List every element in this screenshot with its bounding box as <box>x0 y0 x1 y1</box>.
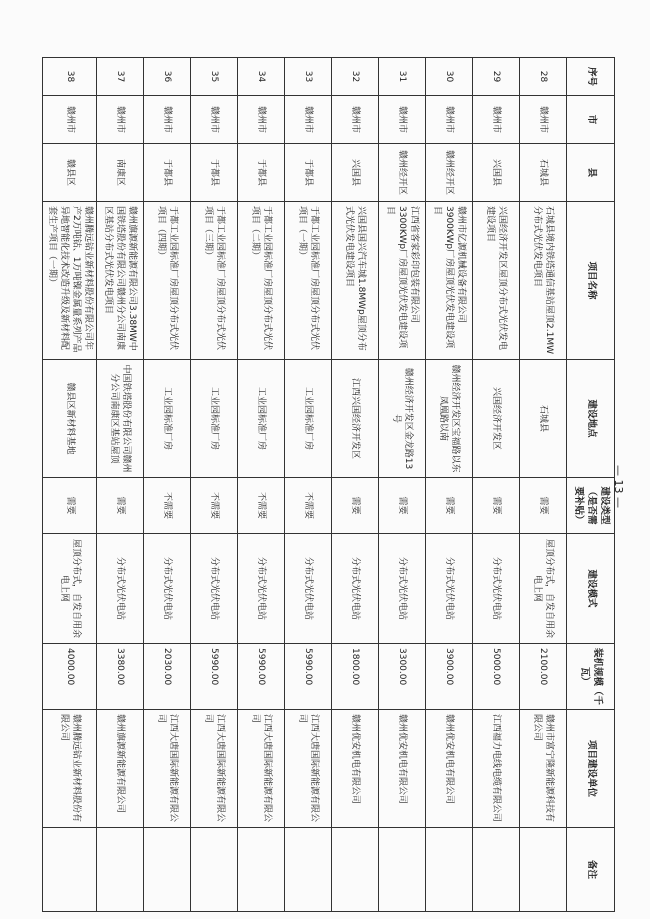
cell-county: 赣州经开区 <box>426 144 473 202</box>
cell-city: 赣州市 <box>238 96 285 144</box>
cell-seq: 28 <box>520 58 567 96</box>
table-row <box>144 58 191 912</box>
cell-type: 不需要 <box>191 478 238 534</box>
table-row <box>238 58 285 912</box>
cell-type: 需要 <box>520 478 567 534</box>
cell-location: 赣州经济开发区宝福路以东凤凰路以南 <box>426 360 473 478</box>
cell-city: 赣州市 <box>285 96 332 144</box>
cell-city: 赣州市 <box>473 96 520 144</box>
cell-name: 于都工业园标准厂房屋顶分布式光伏项目（二期） <box>238 202 285 360</box>
cell-mode: 分布式光伏电站 <box>238 534 285 644</box>
cell-type: 需要 <box>97 478 144 534</box>
cell-city: 赣州市 <box>144 96 191 144</box>
cell-mode: 分布式光伏电站 <box>97 534 144 644</box>
cell-location: 赣州经济开发区金龙路13号 <box>379 360 426 478</box>
cell-mode: 分布式光伏电站 <box>191 534 238 644</box>
cell-unit: 赣州优安机电有限公司 <box>332 710 379 828</box>
cell-mode: 屋顶分布式，自发自用余电上网 <box>520 534 567 644</box>
table-row <box>43 58 97 912</box>
header-capacity: 装机规模（千瓦） <box>567 644 615 710</box>
cell-location: 工业园标准厂房 <box>191 360 238 478</box>
cell-county: 兴国县 <box>332 144 379 202</box>
cell-capacity: 3300.00 <box>379 644 426 710</box>
cell-type: 不需要 <box>285 478 332 534</box>
cell-seq: 33 <box>285 58 332 96</box>
table-row <box>379 58 426 912</box>
cell-seq: 38 <box>43 58 97 96</box>
cell-mode: 分布式光伏电站 <box>144 534 191 644</box>
cell-seq: 34 <box>238 58 285 96</box>
cell-seq: 29 <box>473 58 520 96</box>
cell-county: 于都县 <box>144 144 191 202</box>
cell-unit: 江西福力电线电缆有限公司 <box>473 710 520 828</box>
cell-capacity: 4000.00 <box>43 644 97 710</box>
cell-seq: 32 <box>332 58 379 96</box>
header-city: 市 <box>567 96 615 144</box>
cell-city: 赣州市 <box>43 96 97 144</box>
cell-unit: 赣州腾远钴业新材料股份有限公司 <box>43 710 97 828</box>
cell-city: 赣州市 <box>426 96 473 144</box>
cell-name: 石城县境内铁塔通信基站屋顶2.1MW分布式光伏发电项目 <box>520 202 567 360</box>
cell-remark <box>191 828 238 912</box>
cell-name: 赣州腾远钴业新材料股份有限公司年产2万吨钴、1万吨镍金属量系列产品异地智能化技术改造升级及新材料配套生产项目（一期） <box>43 202 97 360</box>
cell-name: 于都工业园标准厂房屋顶分布式光伏项目（三期） <box>191 202 238 360</box>
cell-location: 兴国经济开发区 <box>473 360 520 478</box>
cell-location: 工业园标准厂房 <box>285 360 332 478</box>
cell-seq: 30 <box>426 58 473 96</box>
cell-unit: 江西大唐国际新能源有限公司 <box>285 710 332 828</box>
cell-mode: 屋顶分布式，自发自用余电上网 <box>43 534 97 644</box>
cell-county: 石城县 <box>520 144 567 202</box>
header-name: 项目名称 <box>567 202 615 360</box>
cell-capacity: 5000.00 <box>473 644 520 710</box>
cell-mode: 分布式光伏电站 <box>332 534 379 644</box>
cell-capacity: 2100.00 <box>520 644 567 710</box>
cell-seq: 36 <box>144 58 191 96</box>
cell-unit: 赣州优安机电有限公司 <box>379 710 426 828</box>
cell-remark <box>520 828 567 912</box>
cell-city: 赣州市 <box>379 96 426 144</box>
cell-unit: 江西大唐国际新能源有限公司 <box>144 710 191 828</box>
cell-unit: 赣州旗源新能源有限公司 <box>97 710 144 828</box>
cell-capacity: 1800.00 <box>332 644 379 710</box>
cell-capacity: 2030.00 <box>144 644 191 710</box>
cell-location: 江西兴国经济开发区 <box>332 360 379 478</box>
cell-name: 兴国县国兴汽车城1.8MWp屋顶分布式光伏发电建设项目 <box>332 202 379 360</box>
cell-unit: 赣州优安机电有限公司 <box>426 710 473 828</box>
cell-remark <box>473 828 520 912</box>
cell-seq: 31 <box>379 58 426 96</box>
cell-name: 于都工业园标准厂房屋顶分布式光伏项目（四期） <box>144 202 191 360</box>
header-seq: 序号 <box>567 58 615 96</box>
cell-name: 赣州市亿源机械设备有限公司3900KWp厂房屋顶光伏发电建设项目 <box>426 202 473 360</box>
table-row <box>520 58 567 912</box>
cell-mode: 分布式光伏电站 <box>426 534 473 644</box>
cell-capacity: 5990.00 <box>191 644 238 710</box>
table-row <box>473 58 520 912</box>
project-table <box>42 57 615 912</box>
table-row <box>332 58 379 912</box>
cell-seq: 35 <box>191 58 238 96</box>
cell-unit: 江西大唐国际新能源有限公司 <box>191 710 238 828</box>
cell-type: 不需要 <box>238 478 285 534</box>
cell-city: 赣州市 <box>332 96 379 144</box>
cell-mode: 分布式光伏电站 <box>379 534 426 644</box>
cell-seq: 37 <box>97 58 144 96</box>
cell-county: 于都县 <box>285 144 332 202</box>
cell-remark <box>332 828 379 912</box>
header-mode: 建设模式 <box>567 534 615 644</box>
table-row <box>285 58 332 912</box>
cell-county: 于都县 <box>238 144 285 202</box>
cell-remark <box>97 828 144 912</box>
cell-location: 赣县区新材料基地 <box>43 360 97 478</box>
cell-remark <box>43 828 97 912</box>
header-type: 建设类型（是否需要补贴） <box>567 478 615 534</box>
cell-remark <box>238 828 285 912</box>
cell-type: 需要 <box>379 478 426 534</box>
table-body <box>43 58 567 912</box>
header-unit: 项目建设单位 <box>567 710 615 828</box>
cell-county: 赣县区 <box>43 144 97 202</box>
cell-remark <box>379 828 426 912</box>
header-county: 县 <box>567 144 615 202</box>
cell-mode: 分布式光伏电站 <box>285 534 332 644</box>
cell-remark <box>285 828 332 912</box>
cell-mode: 分布式光伏电站 <box>473 534 520 644</box>
cell-name: 赣州旗源新能源有限公司3.38MW中国铁塔股份有限公司赣州分公司南康区基站分布式光伏发电项目 <box>97 202 144 360</box>
cell-unit: 赣州市富宁隆新能源科技有限公司 <box>520 710 567 828</box>
cell-county: 赣州经开区 <box>379 144 426 202</box>
page-number: — 13 — <box>612 465 625 508</box>
cell-city: 赣州市 <box>520 96 567 144</box>
cell-location: 工业园标准厂房 <box>144 360 191 478</box>
cell-city: 赣州市 <box>191 96 238 144</box>
rotated-table-wrapper <box>46 57 615 911</box>
cell-location: 工业园标准厂房 <box>238 360 285 478</box>
cell-capacity: 5990.00 <box>238 644 285 710</box>
cell-type: 需要 <box>426 478 473 534</box>
table-row <box>97 58 144 912</box>
cell-capacity: 5990.00 <box>285 644 332 710</box>
cell-name: 于都工业园标准厂房屋顶分布式光伏项目（一期） <box>285 202 332 360</box>
cell-county: 南康区 <box>97 144 144 202</box>
cell-type: 需要 <box>43 478 97 534</box>
cell-capacity: 3380.00 <box>97 644 144 710</box>
header-remark: 备注 <box>567 828 615 912</box>
cell-type: 需要 <box>332 478 379 534</box>
cell-type: 需要 <box>473 478 520 534</box>
table-row <box>191 58 238 912</box>
cell-name: 兴国经济开发区屋顶分布式光伏发电建设项目 <box>473 202 520 360</box>
cell-unit: 江西大唐国际新能源有限公司 <box>238 710 285 828</box>
cell-city: 赣州市 <box>97 96 144 144</box>
cell-capacity: 3900.00 <box>426 644 473 710</box>
table-row <box>426 58 473 912</box>
cell-name: 江西省客家彩印包装有限公司3300KWp厂房屋顶光伏发电建设项目 <box>379 202 426 360</box>
cell-county: 于都县 <box>191 144 238 202</box>
cell-type: 不需要 <box>144 478 191 534</box>
cell-location: 中国铁塔股份有限公司赣州分公司南康区基站屋顶 <box>97 360 144 478</box>
cell-remark <box>144 828 191 912</box>
cell-county: 兴国县 <box>473 144 520 202</box>
header-location: 建设地点 <box>567 360 615 478</box>
cell-location: 石城县 <box>520 360 567 478</box>
cell-remark <box>426 828 473 912</box>
